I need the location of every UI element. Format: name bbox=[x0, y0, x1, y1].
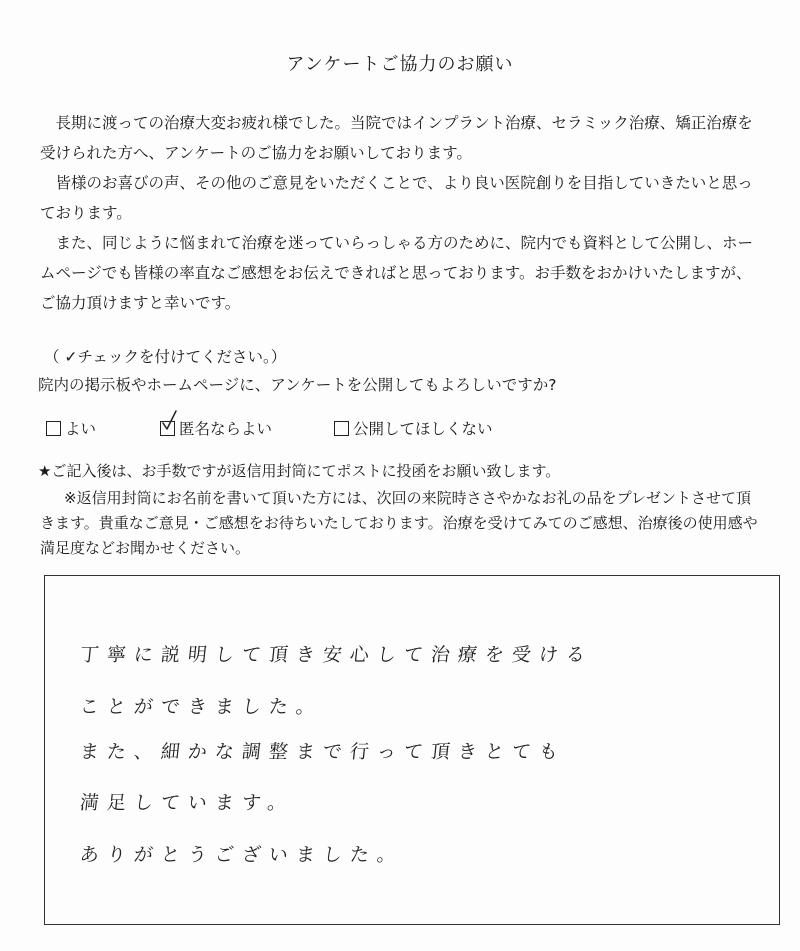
option-yes[interactable] bbox=[46, 417, 96, 439]
option-no-label: 公開してほしくない bbox=[353, 420, 493, 438]
publish-options bbox=[46, 417, 766, 447]
handwritten-line-5: ありがとうございました。 bbox=[78, 844, 406, 866]
option-yes-label: よい bbox=[65, 420, 97, 438]
option-anonymous-label: 匿名ならよい bbox=[179, 420, 273, 438]
page-title: アンケートご協力のお願い bbox=[286, 54, 514, 75]
return-notice: ★ご記入後は、お手数ですが返信用封筒にてポストに投函をお願い致します。 bbox=[38, 462, 561, 480]
check-mark-icon bbox=[162, 410, 184, 432]
checkbox-no[interactable] bbox=[334, 421, 349, 436]
option-no[interactable] bbox=[334, 417, 493, 439]
intro-paragraph-3: また、同じように悩まれて治療を迷っていらっしゃる方のために、院内でも資料として公開し、ホームページでも皆様の率直なご感想をお伝えできればと思っております。お手数をおかけいたしますが、ご協力頂けますと幸いです。 bbox=[40, 234, 754, 312]
check-instruction: （ ✓チェックを付けてください。） bbox=[44, 348, 287, 366]
handwritten-line-3: また、細かな調整まで行って頂きとても bbox=[78, 741, 568, 763]
checkbox-anonymous[interactable] bbox=[160, 421, 175, 436]
intro-paragraph-1: 長期に渡っての治療大変お疲れ様でした。当院ではインプラント治療、セラミック治療、矯正治療を受けられた方へ、アンケートのご協力をお願いしております。 bbox=[40, 114, 753, 162]
intro-paragraph-2: 皆様のお喜びの声、その他のご意見をいただくことで、より良い医院創りを目指していきたいと思っております。 bbox=[40, 174, 753, 222]
checkbox-yes[interactable] bbox=[46, 421, 61, 436]
publish-question: 院内の掲示板やホームページに、アンケートを公開してもよろしいですか? bbox=[38, 376, 557, 394]
handwritten-line-2: ことができました。 bbox=[78, 696, 325, 718]
handwritten-line-4: 満足しています。 bbox=[78, 792, 296, 814]
gift-note: ※返信用封筒にお名前を書いて頂いた方には、次回の来院時ささやかなお礼の品をプレゼントさせて頂きます。貴重なご意見・ご感想をお待ちいたしております。治療を受けてみてのご感想、治療後の使用感や満足度などお聞かせください。 bbox=[40, 489, 758, 557]
option-anonymous[interactable] bbox=[160, 417, 272, 439]
handwritten-line-1: 丁寧に説明して頂き安心して治療を受ける bbox=[78, 644, 595, 666]
